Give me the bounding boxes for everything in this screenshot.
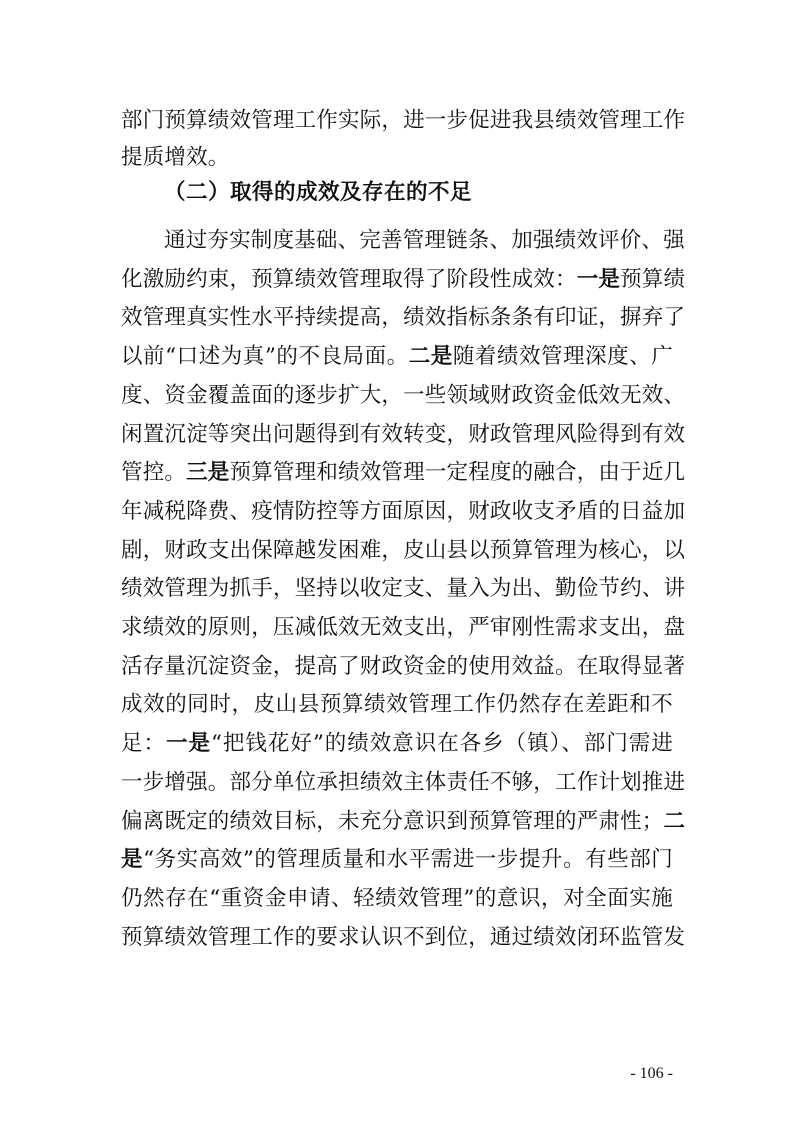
text-run: “把钱花好”的绩效意识在各乡（镇）、部门需进	[210, 731, 673, 757]
text-line	[121, 652, 686, 682]
text-run: 预算绩效管理工作的要求认识不到位，通过绩效闭环监管发	[121, 924, 686, 950]
text-line: 部门预算绩效管理工作实际，进一步促进我县绩效管理工作	[121, 108, 686, 133]
text-run: 年减税降费、疫情防控等方面原因，财政收支矛盾的日益加	[121, 498, 686, 524]
emphasis-text: 一是	[165, 731, 211, 757]
text-line	[121, 807, 686, 837]
text-line	[121, 729, 673, 759]
text-line	[121, 458, 686, 488]
text-line	[121, 574, 686, 604]
emphasis-text: 是	[121, 847, 144, 873]
text-run: 管控。	[121, 460, 187, 486]
text-line	[121, 497, 686, 527]
text-run: 预算绩	[620, 266, 686, 292]
text-line	[121, 845, 673, 875]
emphasis-text: 二是	[408, 344, 453, 370]
section-heading: （二）取得的成效及存在的不足	[164, 180, 473, 205]
text-run: 化激励约束，预算绩效管理取得了阶段性成效：	[121, 266, 577, 292]
text-run: 偏离既定的绩效目标，未充分意识到预算管理的严肃性；	[121, 808, 664, 834]
text-run: “务实高效”的管理质量和水平需进一步提升。有些部门	[143, 847, 673, 873]
text-line	[121, 613, 686, 643]
text-run: 一步增强。部分单位承担绩效主体责任不够，工作计划推进	[121, 769, 686, 795]
text-line	[121, 265, 686, 295]
text-line	[121, 768, 686, 798]
text-line	[121, 381, 686, 411]
text-run: 预算管理和绩效管理一定程度的融合，由于近几	[229, 460, 686, 486]
text-run: 剧，财政支出保障越发困难，皮山县以预算管理为核心，以	[121, 537, 686, 563]
text-run: 成效的同时，皮山县预算绩效管理工作仍然存在差距和不	[121, 692, 673, 718]
page-number: - 106 -	[630, 1065, 673, 1082]
text-line	[121, 690, 673, 720]
text-line	[121, 303, 686, 333]
text-line	[121, 536, 686, 566]
text-line	[121, 884, 673, 914]
text-run: 闲置沉淀等突出问题得到有效转变，财政管理风险得到有效	[121, 421, 686, 447]
text-line	[121, 420, 686, 450]
text-line	[164, 226, 685, 256]
emphasis-text: 三是	[186, 460, 230, 486]
emphasis-text: 一是	[576, 266, 621, 292]
text-line	[121, 342, 673, 372]
text-run: 以前“口述为真”的不良局面。	[121, 344, 409, 370]
text-run: 求绩效的原则，压减低效无效支出，严审刚性需求支出，盘	[121, 615, 686, 640]
text-run: 活存量沉淀资金，提高了财政资金的使用效益。在取得显著	[121, 653, 686, 679]
text-line: 提质增效。	[121, 145, 230, 170]
text-run: 效管理真实性水平持续提高，绩效指标条条有印证，摒弃了	[121, 305, 686, 331]
text-run: 足：	[121, 731, 166, 757]
text-run: 仍然存在“重资金申请、轻绩效管理”的意识，对全面实施	[121, 885, 673, 911]
emphasis-text: 二	[663, 808, 686, 834]
text-line	[121, 923, 686, 953]
text-run: 绩效管理为抓手，坚持以收定支、量入为出、勤俭节约、讲	[121, 576, 686, 602]
text-run: 随着绩效管理深度、广	[452, 344, 673, 370]
text-run: 度、资金覆盖面的逐步扩大，一些领域财政资金低效无效、	[121, 382, 686, 408]
text-run: 通过夯实制度基础、完善管理链条、加强绩效评价、强	[164, 228, 685, 253]
